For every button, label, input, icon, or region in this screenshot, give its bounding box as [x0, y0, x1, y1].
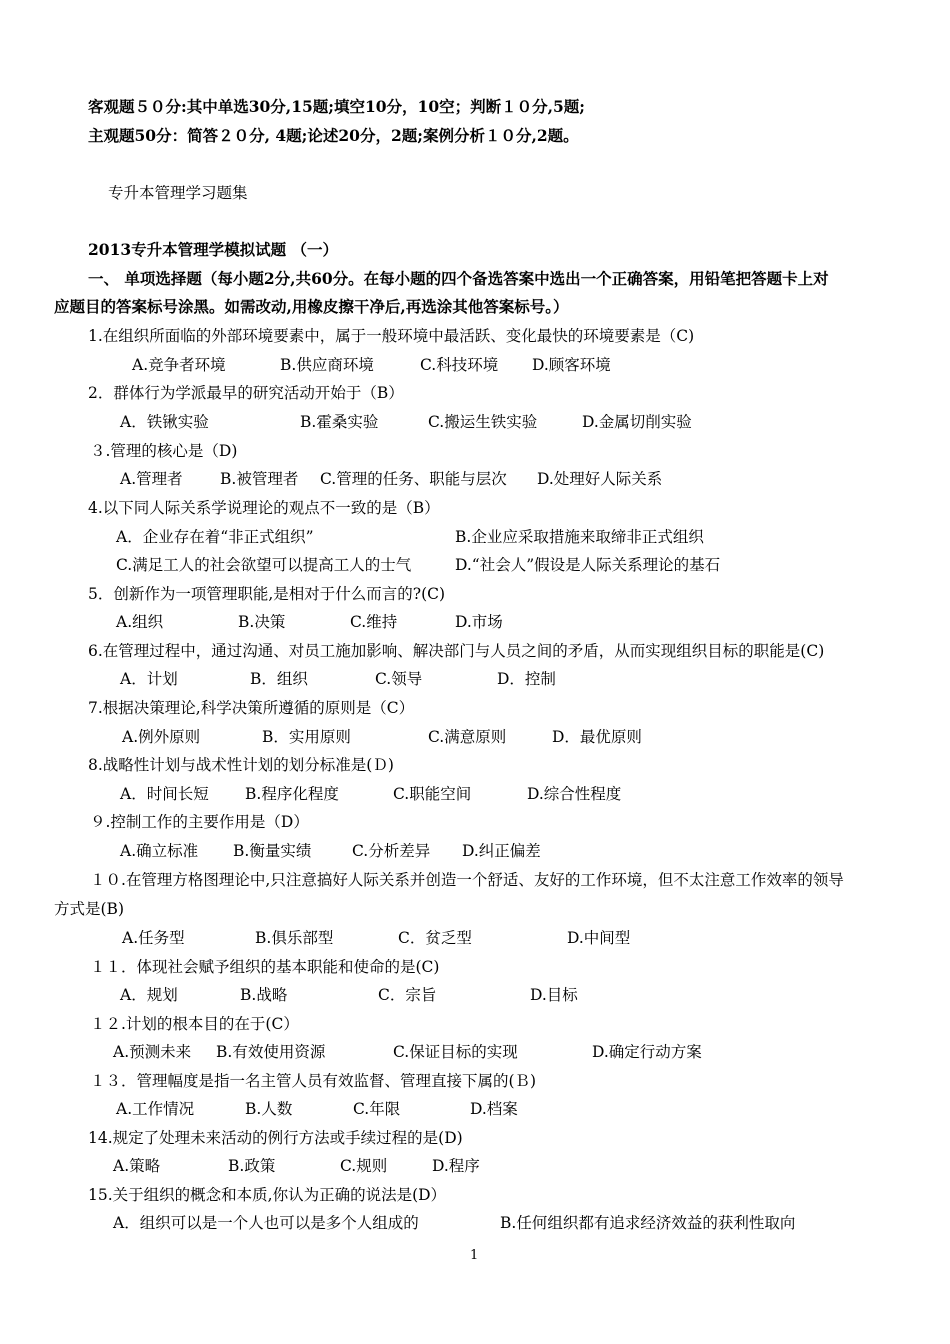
question-12: １２.计划的根本目的在于(C） [90, 1015, 299, 1033]
q7-option-d: D．最优原则 [552, 728, 642, 746]
q13-option-d: D.档案 [470, 1100, 518, 1118]
q12-option-c: C.保证目标的实现 [393, 1043, 518, 1061]
q11-option-b: B.战略 [240, 986, 288, 1004]
q5-option-b: B.决策 [238, 613, 286, 631]
question-13: １３．管理幅度是指一名主管人员有效监督、管理直接下属的(Ｂ) [90, 1072, 537, 1090]
question-9: ９.控制工作的主要作用是（D） [90, 813, 309, 831]
q5-option-d: D.市场 [455, 613, 503, 631]
q11-option-a: A．规划 [120, 986, 178, 1004]
q15-option-b: B.任何组织都有追求经济效益的获利性取向 [500, 1214, 796, 1232]
question-10-cont: 方式是(B) [54, 900, 124, 918]
question-5: 5．创新作为一项管理职能,是相对于什么而言的?(C) [88, 585, 446, 603]
question-4: 4.以下同人际关系学说理论的观点不一致的是（B） [88, 499, 440, 517]
exam-title: 2013专升本管理学模拟试题 （一） [88, 240, 339, 259]
q8-option-d: D.综合性程度 [527, 785, 622, 803]
q7-option-b: B．实用原则 [262, 728, 351, 746]
q2-option-c: C.搬运生铁实验 [428, 413, 538, 431]
q9-option-a: A.确立标准 [120, 842, 199, 860]
q2-option-b: B.霍桑实验 [300, 413, 379, 431]
question-11: １１．体现社会赋予组织的基本职能和使命的是(C) [90, 958, 440, 976]
q9-option-b: B.衡量实绩 [233, 842, 312, 860]
q10-option-d: D.中间型 [567, 929, 631, 947]
q14-option-a: A.策略 [113, 1157, 161, 1175]
q10-option-b: B.俱乐部型 [255, 929, 334, 947]
q9-option-d: D.纠正偏差 [462, 842, 541, 860]
q14-option-d: D.程序 [432, 1157, 480, 1175]
collection-title: 专升本管理学习题集 [108, 184, 248, 202]
q10-option-a: A.任务型 [122, 929, 185, 947]
q2-option-d: D.金属切削实验 [582, 413, 692, 431]
q1-option-b: B.供应商环境 [280, 356, 374, 374]
score-line-objective: 客观题５０分:其中单选30分,15题;填空10分，10空；判断１０分,5题; [88, 97, 586, 116]
section-heading-cont: 应题目的答案标号涂黑。如需改动,用橡皮擦干净后,再选涂其他答案标号。） [54, 297, 569, 316]
q6-option-a: A．计划 [120, 670, 178, 688]
q11-option-c: C．宗旨 [378, 986, 437, 1004]
q1-option-c: C.科技环境 [420, 356, 499, 374]
q7-option-a: A.例外原则 [122, 728, 201, 746]
q12-option-b: B.有效使用资源 [216, 1043, 326, 1061]
question-7: 7.根据决策理论,科学决策所遵循的原则是（C） [88, 699, 415, 717]
q4-option-d: D.“社会人”假设是人际关系理论的基石 [455, 556, 721, 574]
q11-option-d: D.目标 [530, 986, 578, 1004]
q6-option-d: D．控制 [497, 670, 556, 688]
q4-option-a: A．企业存在着“非正式组织” [116, 528, 314, 546]
q10-option-c: C．贫乏型 [398, 929, 472, 947]
question-15: 15.关于组织的概念和本质,你认为正确的说法是(D） [88, 1186, 447, 1204]
q5-option-c: C.维持 [350, 613, 398, 631]
question-3: ３.管理的核心是（D) [90, 442, 238, 460]
q3-option-a: A.管理者 [120, 470, 183, 488]
page-number: 1 [470, 1248, 479, 1263]
question-2: 2．群体行为学派最早的研究活动开始于（B） [88, 384, 404, 402]
q6-option-b: B．组织 [250, 670, 308, 688]
q12-option-a: A.预测未来 [113, 1043, 192, 1061]
q6-option-c: C.领导 [375, 670, 423, 688]
q13-option-a: A.工作情况 [116, 1100, 195, 1118]
q9-option-c: C.分析差异 [352, 842, 431, 860]
score-line-subjective: 主观题50分：简答２０分, 4题;论述20分，2题;案例分析１０分,2题。 [88, 126, 579, 145]
q8-option-a: A．时间长短 [120, 785, 209, 803]
question-14: 14.规定了处理未来活动的例行方法或手续过程的是(D) [88, 1129, 463, 1147]
q14-option-b: B.政策 [228, 1157, 276, 1175]
q3-option-b: B.被管理者 [220, 470, 299, 488]
q12-option-d: D.确定行动方案 [592, 1043, 702, 1061]
q2-option-a: A．铁锹实验 [120, 413, 209, 431]
q1-option-d: D.顾客环境 [532, 356, 611, 374]
q13-option-b: B.人数 [245, 1100, 293, 1118]
q8-option-c: C.职能空间 [393, 785, 472, 803]
question-1: 1.在组织所面临的外部环境要素中，属于一般环境中最活跃、变化最快的环境要素是（C) [88, 327, 695, 345]
q3-option-c: C.管理的任务、职能与层次 [320, 470, 507, 488]
q7-option-c: C.满意原则 [428, 728, 507, 746]
q5-option-a: A.组织 [116, 613, 164, 631]
q1-option-a: A.竞争者环境 [132, 356, 226, 374]
q3-option-d: D.处理好人际关系 [537, 470, 663, 488]
q4-option-c: C.满足工人的社会欲望可以提高工人的士气 [116, 556, 412, 574]
q14-option-c: C.规则 [340, 1157, 388, 1175]
question-6: 6.在管理过程中，通过沟通、对员工施加影响、解决部门与人员之间的矛盾，从而实现组织目标的职能是(C) [88, 642, 825, 660]
q8-option-b: B.程序化程度 [245, 785, 339, 803]
section-heading: 一、 单项选择题（每小题2分,共60分。在每小题的四个备选答案中选出一个正确答案，用铅笔把答题卡上对 [88, 269, 829, 288]
q4-option-b: B.企业应采取措施来取缔非正式组织 [455, 528, 704, 546]
question-8: 8.战略性计划与战术性计划的划分标准是(Ｄ) [88, 756, 394, 774]
q13-option-c: C.年限 [353, 1100, 401, 1118]
q15-option-a: A．组织可以是一个人也可以是多个人组成的 [113, 1214, 419, 1232]
question-10: １０.在管理方格图理论中,只注意搞好人际关系并创造一个舒适、友好的工作环境，但不太注意工作效率的领导 [90, 871, 844, 889]
